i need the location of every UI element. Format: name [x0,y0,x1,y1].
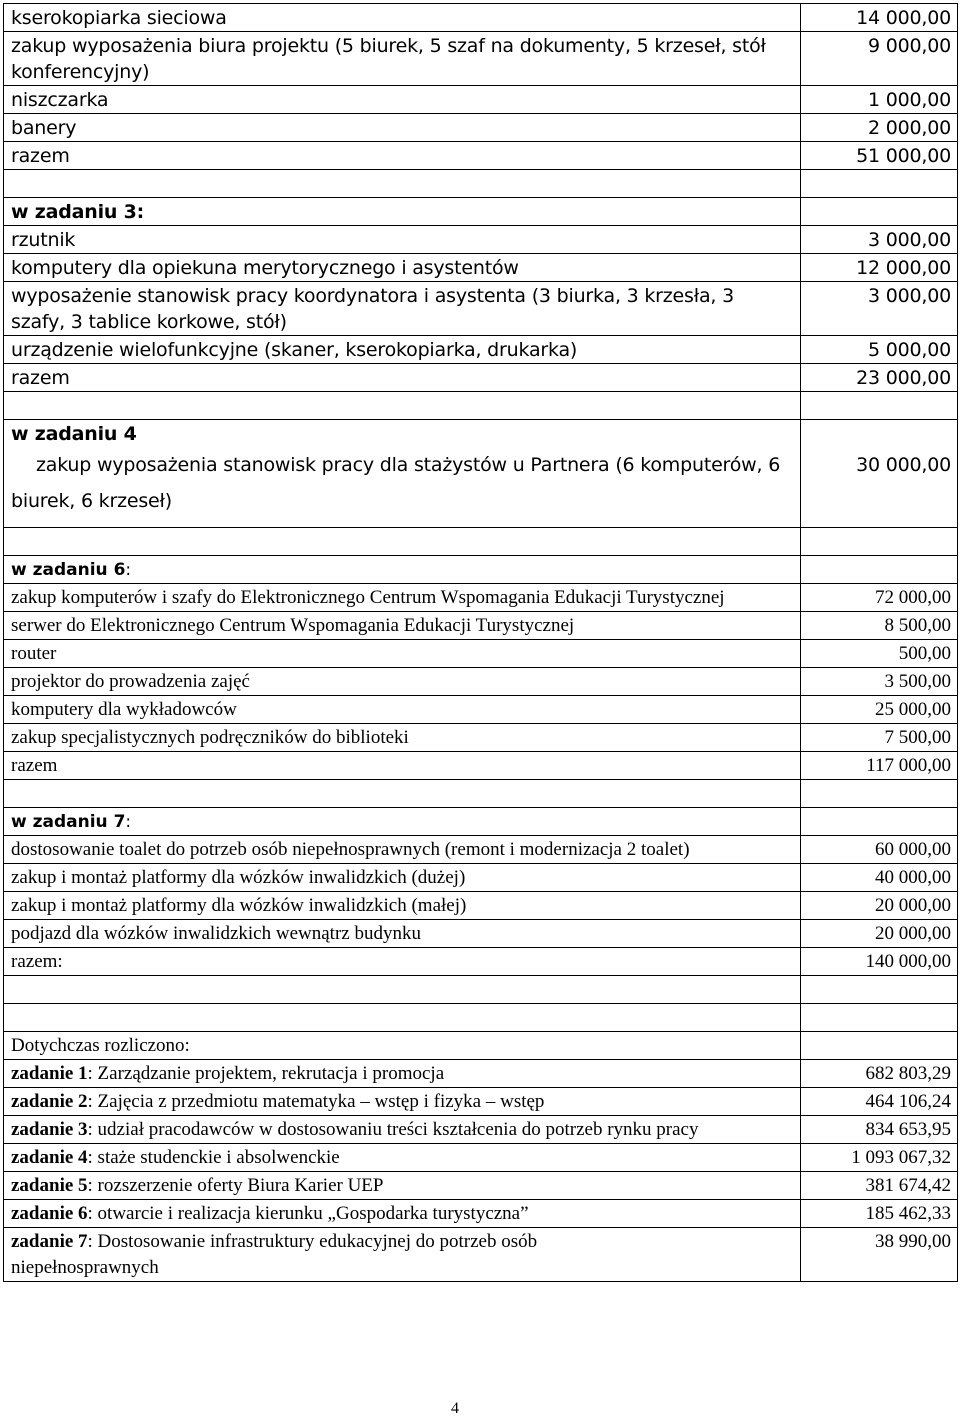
table-row [4,1200,958,1228]
item-label: banery [4,114,801,142]
settled-label: zadanie 3: udział pracodawców w dostosowaniu treści kształcenia do potrzeb rynku pracy [4,1116,801,1144]
item-amount: 7 500,00 [801,724,958,752]
table-row [4,142,958,170]
settled-label: zadanie 4: staże studenckie i absolwenckie [4,1144,801,1172]
item-amount: 72 000,00 [801,584,958,612]
settled-amount: 381 674,42 [801,1172,958,1200]
item-label: zakup komputerów i szafy do Elektronicznego Centrum Wspomagania Edukacji Turystycznej [4,584,801,612]
item-amount: 20 000,00 [801,892,958,920]
item-amount: 1 000,00 [801,86,958,114]
spacer-row [4,976,958,1004]
section-heading-row [4,1032,958,1060]
table-row [4,1060,958,1088]
table-row [4,364,958,392]
table-row [4,282,958,336]
table-row [4,696,958,724]
table-row [4,336,958,364]
item-label: komputery dla opiekuna merytorycznego i asystentów [4,254,801,282]
section-heading-row [4,198,958,226]
section-heading-row [4,556,958,584]
spacer-row [4,1004,958,1032]
item-amount: 25 000,00 [801,696,958,724]
item-label: zakup i montaż platformy dla wózków inwalidzkich (dużej) [4,864,801,892]
table-row [4,1144,958,1172]
table-row [4,1172,958,1200]
section-heading: w zadaniu 4 [4,420,801,448]
settled-label: zadanie 6: otwarcie i realizacja kierunku „Gospodarka turystyczna” [4,1200,801,1228]
table-row [4,1116,958,1144]
item-amount: 500,00 [801,640,958,668]
table-row [4,86,958,114]
settled-label: zadanie 1: Zarządzanie projektem, rekrutacja i promocja [4,1060,801,1088]
table-row [4,254,958,282]
item-label: rzutnik [4,226,801,254]
table-row [4,114,958,142]
item-amount: 9 000,00 [801,32,958,86]
item-amount: 8 500,00 [801,612,958,640]
total-label: razem [4,752,801,780]
item-amount: 3 000,00 [801,282,958,336]
section-heading: Dotychczas rozliczono: [4,1032,801,1060]
spacer-row [4,170,958,198]
spacer-row [4,392,958,420]
spacer-row [4,780,958,808]
section-heading: w zadaniu 3: [4,198,801,226]
item-amount: 30 000,00 [801,447,958,528]
table-row [4,724,958,752]
section-heading: w zadaniu 7: [4,808,801,836]
table-row [4,1228,958,1282]
item-amount: 3 500,00 [801,668,958,696]
item-amount: 40 000,00 [801,864,958,892]
item-label: zakup wyposażenia biura projektu (5 biurek, 5 szaf na dokumenty, 5 krzeseł, stół konferencyjny) [4,32,801,86]
section-heading-row [4,808,958,836]
table-row [4,668,958,696]
table-row [4,1088,958,1116]
item-label: dostosowanie toalet do potrzeb osób niepełnosprawnych (remont i modernizacja 2 toalet) [4,836,801,864]
table-row [4,948,958,976]
item-label: zakup i montaż platformy dla wózków inwalidzkich (małej) [4,892,801,920]
table-row [4,612,958,640]
settled-label: zadanie 5: rozszerzenie oferty Biura Karier UEP [4,1172,801,1200]
item-amount: 20 000,00 [801,920,958,948]
table-row [4,752,958,780]
item-label: zakup specjalistycznych podręczników do biblioteki [4,724,801,752]
item-label: wyposażenie stanowisk pracy koordynatora i asystenta (3 biurka, 3 krzesła, 3 szafy, 3 tablice korkowe, stół) [4,282,801,336]
total-label: razem [4,142,801,170]
item-amount: 60 000,00 [801,836,958,864]
item-label: komputery dla wykładowców [4,696,801,724]
total-amount: 23 000,00 [801,364,958,392]
item-amount: 2 000,00 [801,114,958,142]
table-row [4,584,958,612]
section-heading-row [4,420,958,448]
page-number: 4 [451,1400,459,1417]
total-amount: 51 000,00 [801,142,958,170]
spacer-row [4,528,958,556]
total-label: razem [4,364,801,392]
table-row [4,892,958,920]
table-row [4,4,958,32]
settled-amount: 834 653,95 [801,1116,958,1144]
table-row [4,447,958,528]
table-row [4,640,958,668]
table-row [4,920,958,948]
table-row [4,864,958,892]
budget-table [3,3,958,1282]
total-amount: 117 000,00 [801,752,958,780]
section-heading: w zadaniu 6: [4,556,801,584]
item-amount: 14 000,00 [801,4,958,32]
item-label: podjazd dla wózków inwalidzkich wewnątrz budynku [4,920,801,948]
settled-amount: 185 462,33 [801,1200,958,1228]
item-label: urządzenie wielofunkcyjne (skaner, kserokopiarka, drukarka) [4,336,801,364]
item-amount: 12 000,00 [801,254,958,282]
item-label: projektor do prowadzenia zajęć [4,668,801,696]
settled-label: zadanie 2: Zajęcia z przedmiotu matematyka – wstęp i fizyka – wstęp [4,1088,801,1116]
item-label: zakup wyposażenia stanowisk pracy dla stażystów u Partnera (6 komputerów, 6 biurek, 6 krzeseł) [4,447,801,528]
settled-amount: 682 803,29 [801,1060,958,1088]
table-row [4,226,958,254]
item-amount: 3 000,00 [801,226,958,254]
settled-label: zadanie 7: Dostosowanie infrastruktury edukacyjnej do potrzeb osób niepełnosprawnych [4,1228,801,1282]
total-label: razem: [4,948,801,976]
settled-amount: 38 990,00 [801,1228,958,1282]
item-label: router [4,640,801,668]
table-row [4,836,958,864]
item-label: niszczarka [4,86,801,114]
item-amount: 5 000,00 [801,336,958,364]
item-label: serwer do Elektronicznego Centrum Wspomagania Edukacji Turystycznej [4,612,801,640]
settled-amount: 1 093 067,32 [801,1144,958,1172]
table-row [4,32,958,86]
settled-amount: 464 106,24 [801,1088,958,1116]
total-amount: 140 000,00 [801,948,958,976]
item-label: kserokopiarka sieciowa [4,4,801,32]
